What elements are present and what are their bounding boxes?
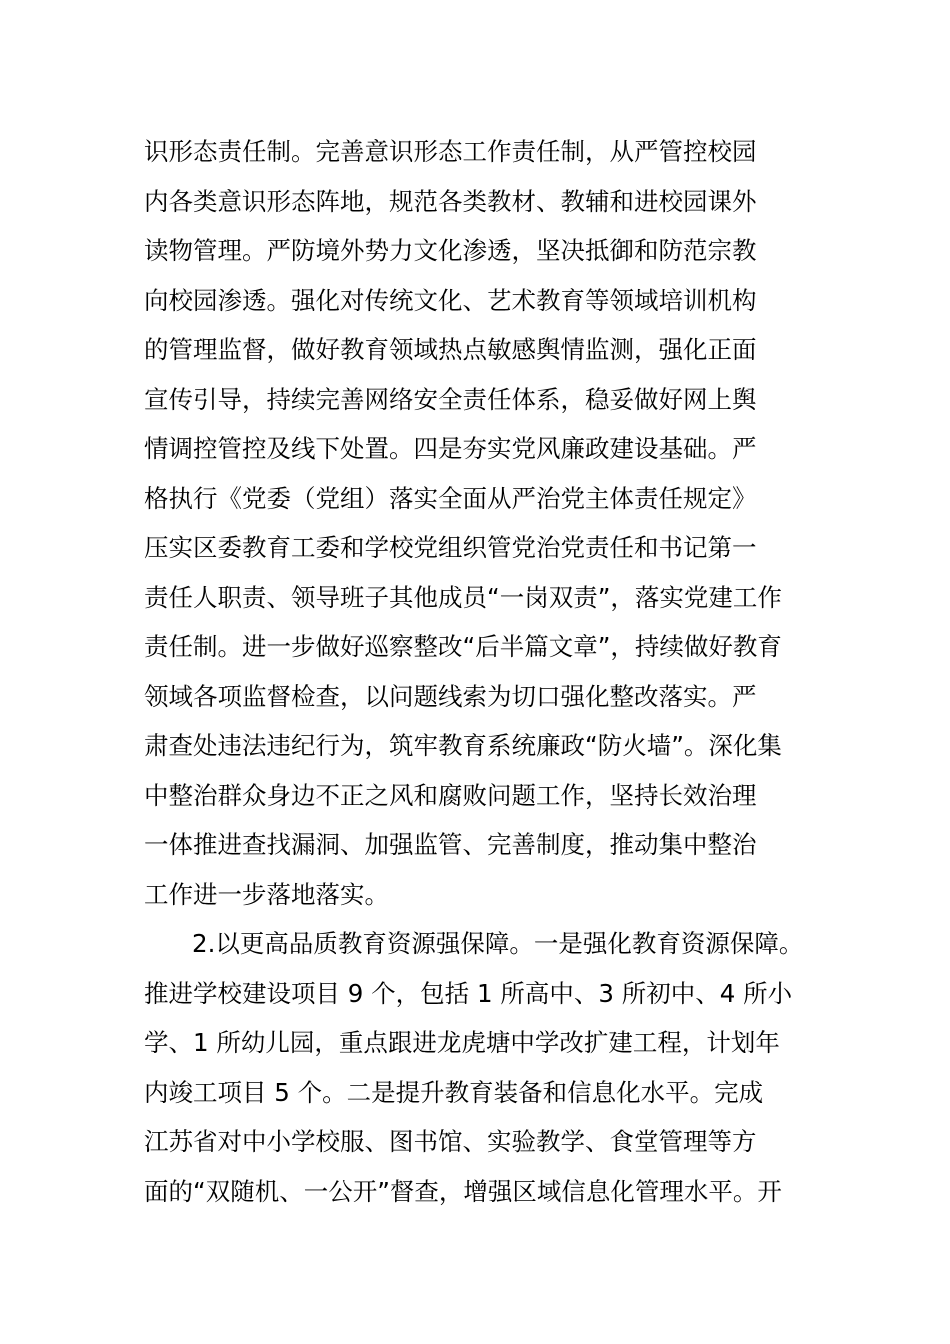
- text-line: 识形态责任制。完善意识形态工作责任制，从严管控校园: [144, 137, 757, 166]
- text-line: 宣传引导，持续完善网络安全责任体系，稳妥做好网上舆: [144, 384, 757, 414]
- text-line: 领域各项监督检查，以问题线索为切口强化整改落实。严: [144, 681, 757, 711]
- text-line: 向校园渗透。强化对传统文化、艺术教育等领域培训机构: [144, 285, 757, 315]
- text-line: 责任人职责、领导班子其他成员“一岗双责”，落实党建工作: [144, 582, 782, 612]
- section-heading-line: 2.以更高品质教育资源强保障。一是强化教育资源保障。: [192, 929, 804, 958]
- text-line: 内竣工项目 5 个。二是提升教育装备和信息化水平。完成: [144, 1077, 764, 1107]
- text-line: 面的“双随机、一公开”督查，增强区域信息化管理水平。开: [144, 1176, 782, 1206]
- text-line: 责任制。进一步做好巡察整改“后半篇文章”，持续做好教育: [144, 632, 782, 661]
- text-line: 学、1 所幼儿园，重点跟进龙虎塘中学改扩建工程，计划年: [144, 1028, 780, 1057]
- text-line: 中整治群众身边不正之风和腐败问题工作，坚持长效治理: [144, 780, 757, 810]
- text-line: 读物管理。严防境外势力文化渗透，坚决抵御和防范宗教: [144, 236, 757, 265]
- text-line: 一体推进查找漏洞、加强监管、完善制度，推动集中整治: [144, 830, 757, 859]
- text-line: 江苏省对中小学校服、图书馆、实验教学、食堂管理等方: [144, 1127, 757, 1156]
- text-line: 内各类意识形态阵地，规范各类教材、教辅和进校园课外: [144, 186, 757, 216]
- body-text: [144, 127, 834, 1216]
- text-line: 肃查处违法违纪行为，筑牢教育系统廉政“防火墙”。深化集: [144, 731, 782, 760]
- text-line: 的管理监督，做好教育领域热点敏感舆情监测，强化正面: [144, 335, 757, 364]
- text-line: 压实区委教育工委和学校党组织管党治党责任和书记第一: [144, 533, 757, 562]
- text-line: 情调控管控及线下处置。四是夯实党风廉政建设基础。严: [144, 434, 757, 463]
- text-line: 推进学校建设项目 9 个，包括 1 所高中、3 所初中、4 所小: [144, 978, 793, 1008]
- text-line: 格执行《党委（党组）落实全面从严治党主体责任规定》: [144, 483, 757, 513]
- text-line: 工作进一步落地落实。: [144, 879, 389, 909]
